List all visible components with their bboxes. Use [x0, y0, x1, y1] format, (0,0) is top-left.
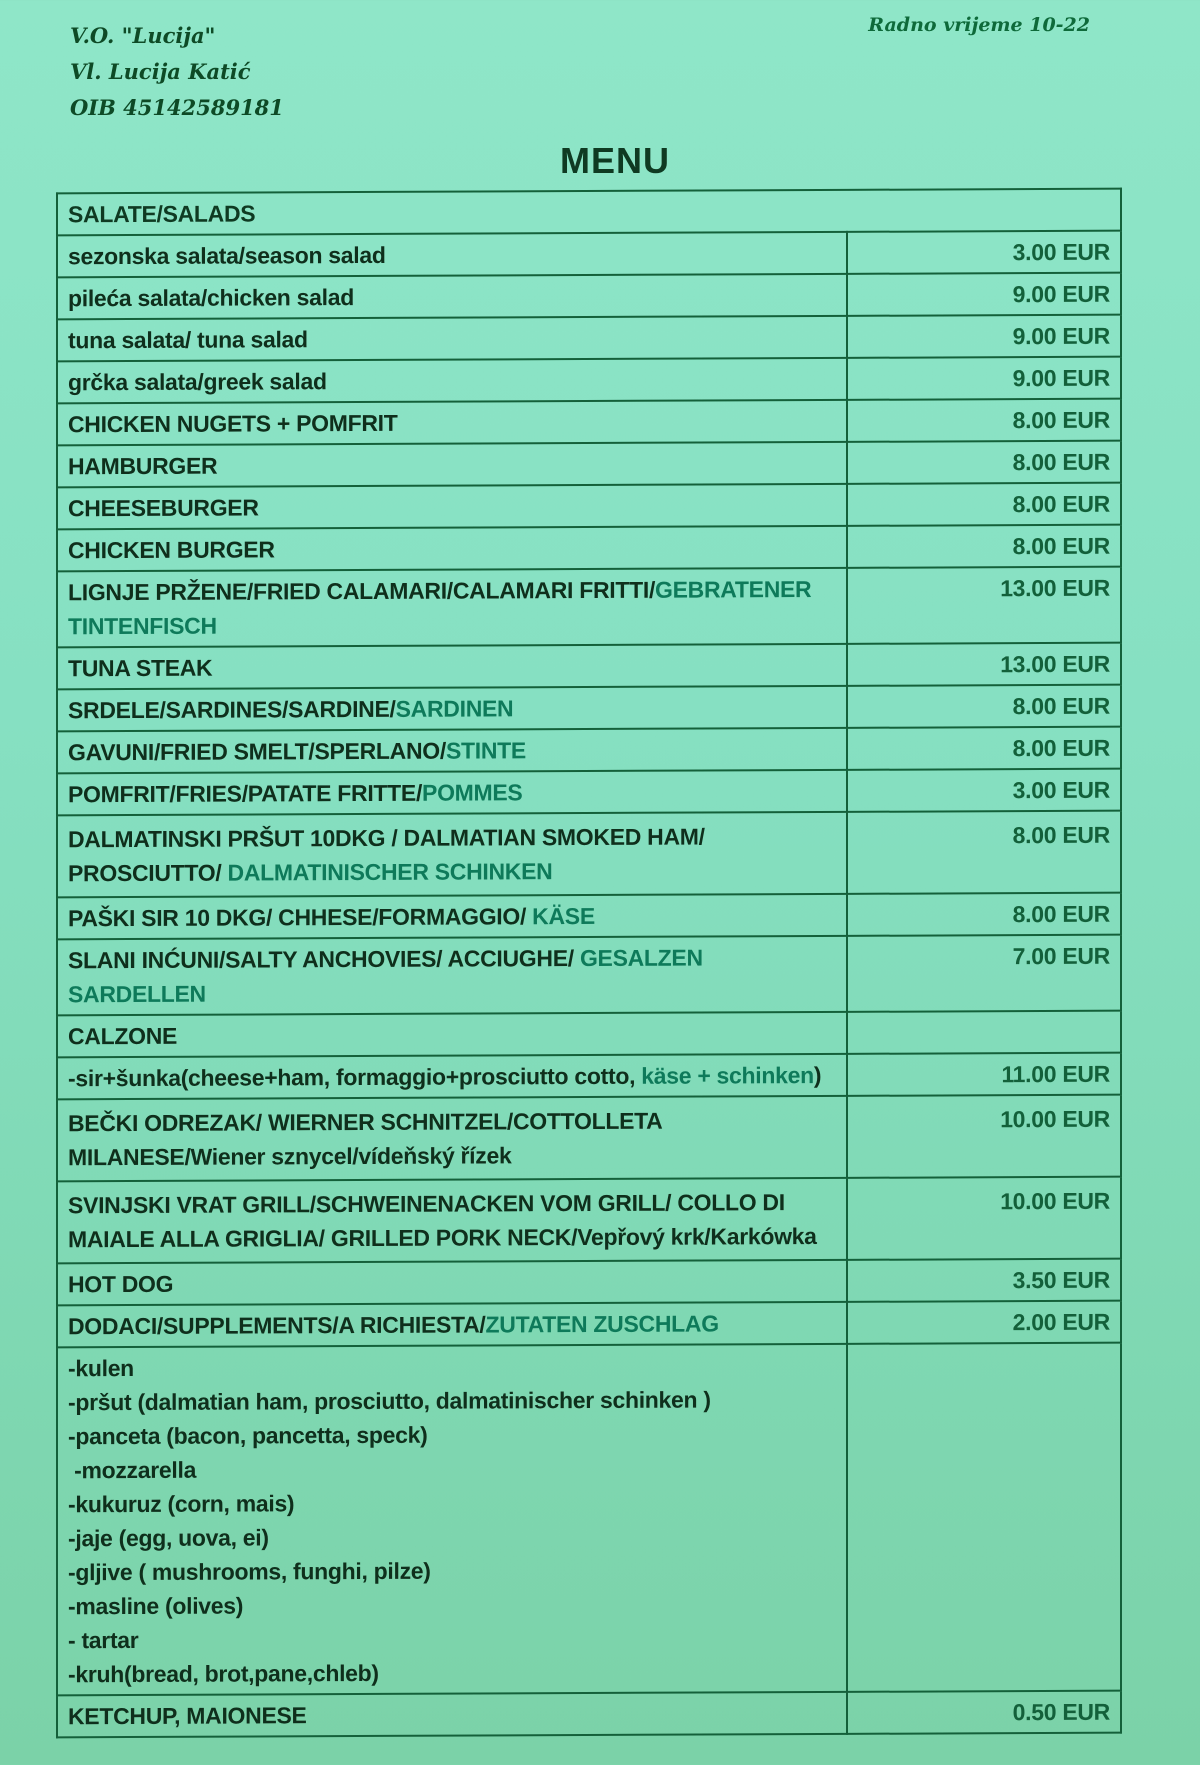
menu-item-row: [57, 231, 1121, 278]
menu-item-price: 0.50 EUR: [847, 1691, 1121, 1734]
supplement-item: - tartar: [68, 1626, 139, 1654]
item-name-text: HOT DOG: [68, 1270, 174, 1298]
menu-item-row: [57, 1053, 1121, 1100]
menu-item-row: [57, 567, 1121, 648]
item-name-text: sezonska salata/season salad: [68, 241, 386, 270]
menu-item-price: 8.00 EUR: [847, 893, 1121, 936]
menu-item-row: [57, 769, 1121, 816]
item-name-text: CHICKEN BURGER: [68, 536, 275, 564]
item-name-text: BEČKI ODREZAK/ WIERNER SCHNITZEL/COTTOLLETA MILANESE/Wiener sznycel/vídeňský řízek: [68, 1107, 662, 1171]
supplements-price-empty: [847, 1343, 1121, 1692]
menu-item-name: [57, 316, 847, 361]
menu-item-name: [57, 274, 847, 319]
item-name-text: GAVUNI/FRIED SMELT/SPERLANO/: [68, 737, 446, 766]
supplement-item: -jaje (egg, uova, ei): [68, 1524, 269, 1552]
menu-item-price: 8.00 EUR: [847, 811, 1121, 894]
menu-item-name: [57, 1096, 847, 1181]
item-name-text: SRDELE/SARDINES/SARDINE/: [68, 695, 396, 724]
section-header-row: [57, 189, 1121, 236]
item-name-text: TUNA STEAK: [68, 654, 213, 682]
menu-item-price: 3.50 EUR: [847, 1259, 1121, 1302]
menu-item-price: 13.00 EUR: [847, 567, 1121, 644]
menu-item-name: [57, 770, 847, 815]
business-name: V.O. "Lucija": [70, 23, 216, 48]
menu-item-row: [57, 1177, 1121, 1264]
menu-item-name: [57, 1178, 847, 1263]
menu-item-row: [57, 1691, 1121, 1738]
menu-item-name: [57, 644, 847, 689]
owner-name: Vl. Lucija Katić: [70, 59, 251, 84]
item-name-german: ZUTATEN ZUSCHLAG: [485, 1310, 719, 1338]
section-title-salads: SALATE/SALADS: [57, 189, 1121, 236]
supplement-item: -kukuruz (corn, mais): [68, 1490, 295, 1518]
item-name-text: HAMBURGER: [68, 452, 218, 480]
item-name-text: PAŠKI SIR 10 DKG/ CHHESE/FORMAGGIO/: [68, 903, 533, 932]
menu-item-name: [57, 936, 847, 1015]
menu-item-price: 10.00 EUR: [847, 1095, 1121, 1178]
item-name-german: POMMES: [422, 779, 523, 806]
item-name-german: käse + schinken: [641, 1062, 814, 1089]
menu-item-price: 8.00 EUR: [847, 685, 1121, 728]
supplement-item: -panceta (bacon, pancetta, speck): [68, 1421, 428, 1450]
menu-item-name: [57, 568, 847, 647]
menu-item-name: [57, 442, 847, 487]
menu-item-name: [57, 812, 847, 897]
menu-item-price: 13.00 EUR: [847, 643, 1121, 686]
menu-item-price: 9.00 EUR: [847, 273, 1121, 316]
item-name-text: SLANI INĆUNI/SALTY ANCHOVIES/ ACCIUGHE/: [68, 945, 580, 974]
business-info: [70, 18, 284, 126]
supplement-item: -mozzarella: [68, 1456, 197, 1484]
supplement-item: -gljive ( mushrooms, funghi, pilze): [68, 1557, 431, 1586]
menu-item-price: [847, 1011, 1121, 1054]
item-name-text: DALMATINSKI PRŠUT 10DKG / DALMATIAN SMOKED HAM/ PROSCIUTTO/: [68, 823, 705, 887]
item-name-german: GESALZEN SARDELLEN: [68, 944, 703, 1008]
menu-item-row: [57, 1301, 1121, 1348]
page-title: MENU: [560, 140, 670, 181]
menu-item-row: [57, 273, 1121, 320]
menu-item-name: KETCHUP, MAIONESE: [57, 1692, 847, 1737]
menu-item-price: 8.00 EUR: [847, 399, 1121, 442]
menu-item-name: [57, 1054, 847, 1099]
item-name-text: DODACI/SUPPLEMENTS/A RICHIESTA/: [68, 1311, 486, 1340]
supplements-list: [57, 1344, 847, 1695]
item-name-german: GEBRATENER TINTENFISCH: [68, 576, 812, 640]
menu-item-row: [57, 811, 1121, 898]
menu-item-price: 7.00 EUR: [847, 935, 1121, 1012]
menu-item-name: [57, 484, 847, 529]
menu-item-price: 9.00 EUR: [847, 315, 1121, 358]
menu-table: [56, 188, 1122, 1739]
menu-item-row: [57, 525, 1121, 572]
menu-item-row: [57, 935, 1121, 1016]
menu-item-row: [57, 483, 1121, 530]
menu-item-row: [57, 1011, 1121, 1058]
menu-item-name: [57, 686, 847, 731]
item-name-text: pileća salata/chicken salad: [68, 284, 354, 312]
menu-item-price: 10.00 EUR: [847, 1177, 1121, 1260]
menu-item-row: [57, 315, 1121, 362]
menu-item-price: 11.00 EUR: [847, 1053, 1121, 1096]
opening-hours: Radno vrijeme 10-22: [868, 14, 1090, 36]
menu-item-row: [57, 441, 1121, 488]
item-name-text: CHEESEBURGER: [68, 494, 259, 522]
item-name-text: -sir+šunka(cheese+ham, formaggio+prosciutto cotto,: [68, 1062, 642, 1092]
tax-id: OIB 45142589181: [70, 95, 284, 120]
menu-item-row: [57, 643, 1121, 690]
menu-item-row: [57, 1259, 1121, 1306]
menu-item-row: [57, 357, 1121, 404]
supplement-item: -kulen: [68, 1354, 134, 1382]
item-name-suffix: ): [813, 1061, 822, 1089]
supplement-item: -masline (olives): [68, 1592, 244, 1620]
menu-item-price: 8.00 EUR: [847, 525, 1121, 568]
item-name-german: DALMATINISCHER SCHINKEN: [227, 858, 553, 886]
item-name-text: SVINJSKI VRAT GRILL/SCHWEINENACKEN VOM GRILL/ COLLO DI MAIALE ALLA GRIGLIA/ GRILLED PORK NECK/Vepřový krk/Karkówka: [68, 1189, 817, 1253]
menu-item-name: [57, 526, 847, 571]
menu-item-row: [57, 727, 1121, 774]
menu-item-name: [57, 400, 847, 445]
menu-item-row: [57, 685, 1121, 732]
menu-item-name: [57, 358, 847, 403]
menu-item-price: 9.00 EUR: [847, 357, 1121, 400]
menu-item-name: [57, 1260, 847, 1305]
item-name-german: KÄSE: [532, 902, 595, 930]
menu-item-row: [57, 1095, 1121, 1182]
menu-item-price: 8.00 EUR: [847, 483, 1121, 526]
item-name-text: CALZONE: [68, 1022, 178, 1050]
supplement-item: -pršut (dalmatian ham, prosciutto, dalmatinischer schinken ): [68, 1386, 711, 1416]
menu-item-row: [57, 893, 1121, 940]
menu-item-price: 3.00 EUR: [847, 769, 1121, 812]
menu-item-row: [57, 399, 1121, 446]
item-name-german: SARDINEN: [395, 695, 514, 722]
menu-item-name: [57, 728, 847, 773]
item-name-text: tuna salata/ tuna salad: [68, 326, 308, 354]
item-name-text: POMFRIT/FRIES/PATATE FRITTE/: [68, 779, 423, 808]
menu-item-name: [57, 1302, 847, 1347]
supplements-row: [57, 1343, 1121, 1696]
item-name-text: CHICKEN NUGETS + POMFRIT: [68, 409, 398, 438]
menu-item-price: 3.00 EUR: [847, 231, 1121, 274]
menu-item-price: 8.00 EUR: [847, 441, 1121, 484]
menu-item-name: [57, 232, 847, 277]
supplement-item: -kruh(bread, brot,pane,chleb): [68, 1659, 379, 1688]
item-name-german: STINTE: [445, 737, 526, 764]
menu-item-price: 8.00 EUR: [847, 727, 1121, 770]
menu-item-name: [57, 1012, 847, 1057]
menu-item-price: 2.00 EUR: [847, 1301, 1121, 1344]
item-name-text: grčka salata/greek salad: [68, 368, 327, 396]
menu-item-name: [57, 894, 847, 939]
item-name-text: LIGNJE PRŽENE/FRIED CALAMARI/CALAMARI FRITTI/: [68, 576, 656, 606]
